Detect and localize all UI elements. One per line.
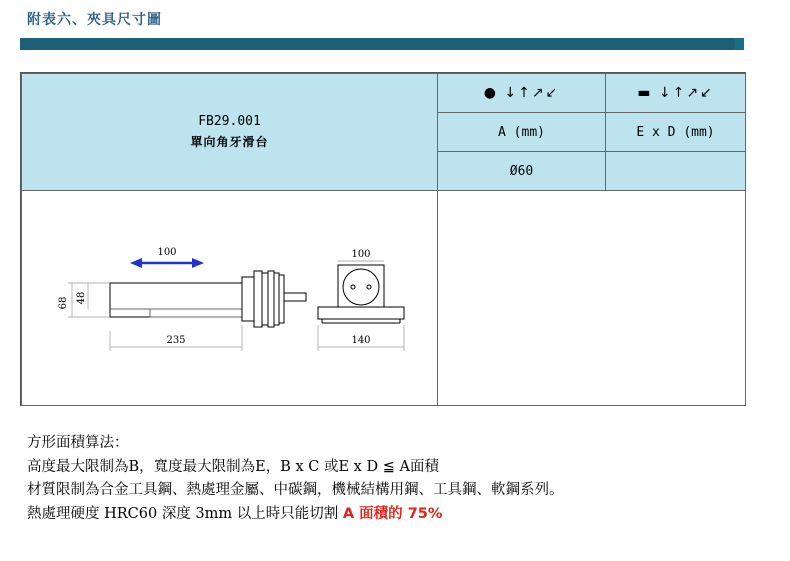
dim-height-outer-label: 68	[58, 296, 69, 310]
round-workpiece-symbol-cell	[437, 73, 606, 113]
col-a-header-label: A (mm)	[498, 124, 545, 140]
col-a-value-label: Ø60	[509, 163, 534, 179]
dim-end-width-label: 140	[351, 335, 371, 346]
col-a-header	[437, 112, 606, 152]
dim-height-inner-label: 48	[76, 291, 87, 305]
notes-line-4-emphasis: A 面積的 75%	[342, 505, 443, 522]
col-ed-value	[605, 151, 746, 191]
notes-line-4-prefix: 熱處理硬度 HRC60 深度 3mm 以上時只能切割	[27, 505, 339, 522]
model-name: 單向角牙滑台	[190, 135, 269, 149]
col-a-value	[437, 151, 606, 191]
page-title: 附表六、夾具尺寸圖	[27, 12, 162, 28]
fixture-drawing	[22, 191, 437, 405]
empty-image-cell	[437, 190, 746, 406]
travel-arrow	[130, 258, 204, 268]
spec-table	[20, 72, 746, 406]
notes-line-2: 高度最大限制為B，寬度最大限制為E，B x C 或E x D ≦ A面積	[27, 458, 439, 475]
dim-travel-label: 100	[157, 247, 177, 258]
dim-end-top-label: 100	[351, 249, 371, 260]
square-direction-icon: ▬ ↓↑↗↙	[637, 85, 714, 101]
model-cell	[21, 73, 438, 191]
notes-line-1: 方形面積算法：	[27, 435, 129, 451]
header-divider-end	[735, 38, 744, 50]
square-workpiece-symbol-cell	[605, 73, 746, 113]
end-view	[318, 265, 404, 323]
col-ed-header-label: E x D (mm)	[636, 124, 715, 140]
fixture-drawing-cell	[21, 190, 438, 406]
round-direction-icon: ● ↓↑↗↙	[483, 85, 560, 101]
header-divider-bar	[20, 38, 744, 50]
notes-line-4	[27, 503, 564, 527]
side-view	[110, 271, 306, 327]
notes-line-3: 材質限制為合金工具鋼、熱處理金屬、中碳鋼，機械結構用鋼、工具鋼、軟鋼系列。	[27, 482, 564, 498]
notes	[27, 432, 564, 526]
dim-length-label: 235	[166, 335, 186, 346]
model-code: FB29.001	[198, 114, 261, 129]
col-ed-header	[605, 112, 746, 152]
